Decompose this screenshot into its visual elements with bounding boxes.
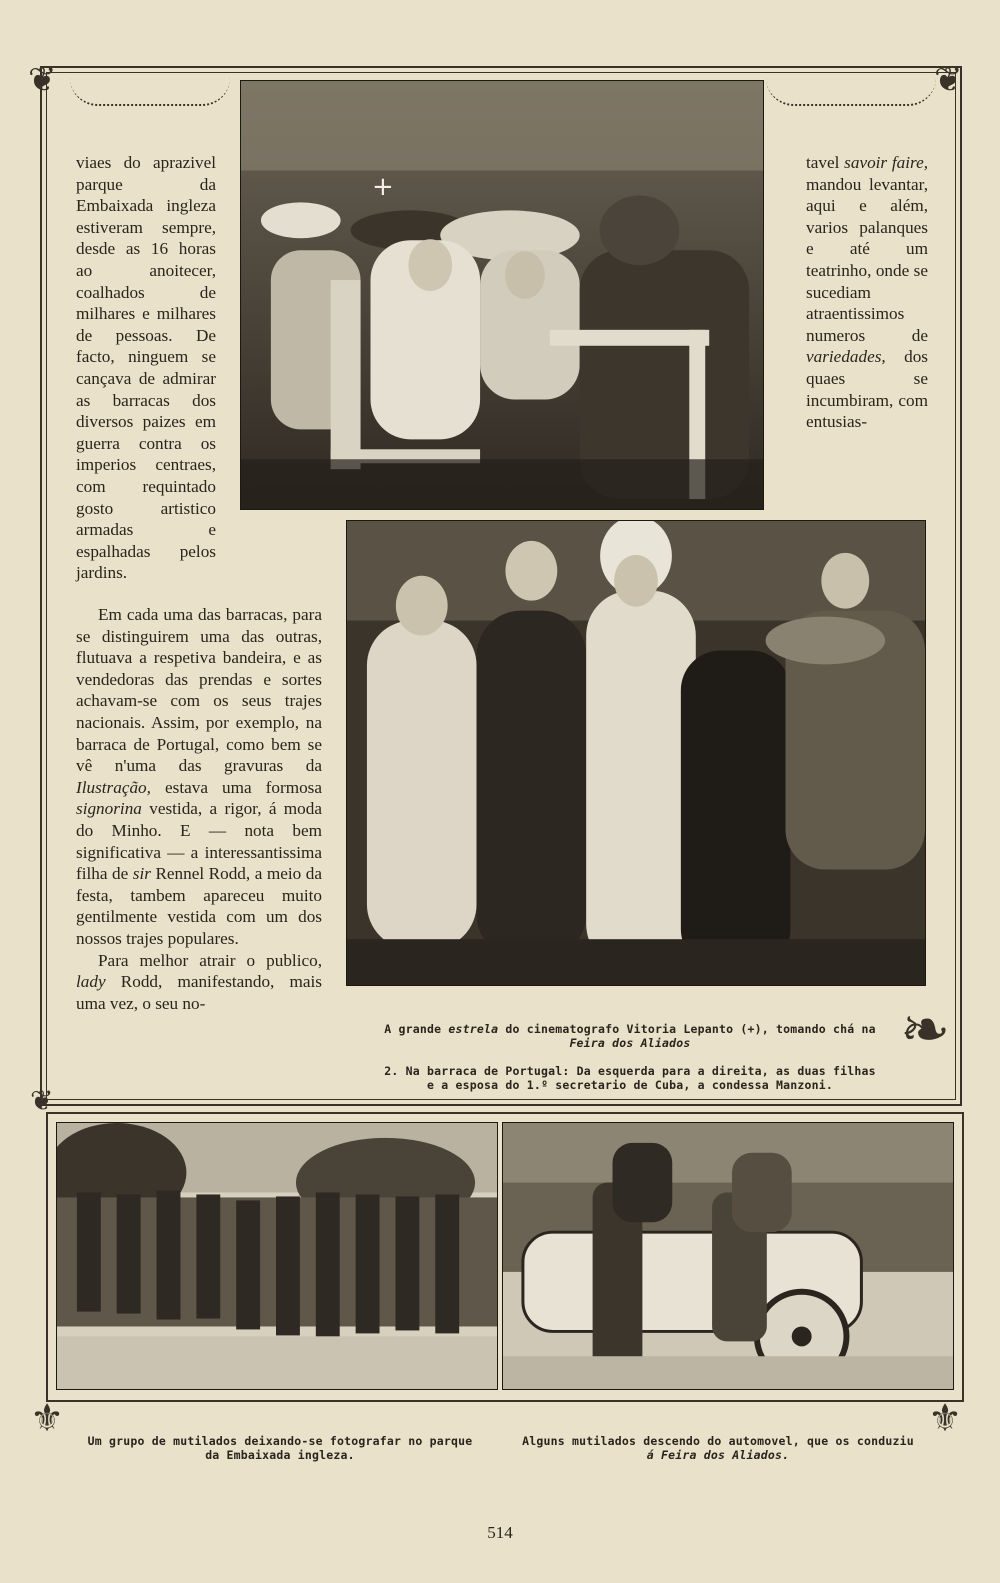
paragraph-barracas-text-4: Rennel Rodd, a meio da festa, tambem apareceu muito gentilmente vestida com um dos nossos trajes populares.	[76, 864, 322, 948]
paragraph-lady-rodd-text: Para melhor atrair o publico,	[98, 950, 322, 970]
caption-2-line-1: 2. Na barraca de Portugal: Da esquerda para a direita, as duas filhas	[384, 1064, 876, 1078]
paragraph-intro	[76, 152, 216, 584]
paragraph-intro-text: viaes do aprazivel parque da Embaixada ingleza estiveram sempre, desde as 16 horas ao anoitecer, coalhados de milhares e milhares de pessoas. De facto, ninguem se cançava de admirar as barracas dos diversos paizes em guerra contra os imperios centraes, com requintado gosto artistico armadas e espalhadas pelos jardins.	[76, 153, 216, 583]
corner-ornament-top-left: ❦	[28, 62, 57, 99]
italic-ilustracao: Ilustração,	[76, 777, 151, 797]
photo-mutilated-group	[56, 1122, 498, 1390]
article-column-left-top	[76, 152, 216, 584]
photo-portugal-stall	[346, 520, 926, 986]
plus-marker: +	[372, 172, 394, 202]
flourish-ornament-bottom-right: ⚜	[928, 1398, 963, 1440]
caption-1-line-2: Feira dos Aliados	[569, 1036, 691, 1050]
right-text-3: dos quaes se incumbiram, com entusias-	[806, 347, 928, 432]
paragraph-lady-rodd	[76, 950, 322, 1015]
caption-photo-2	[360, 1064, 900, 1092]
caption-1-italic: estrela	[448, 1022, 499, 1036]
caption-1-text: A grande	[384, 1022, 449, 1036]
right-text-1: tavel	[806, 153, 845, 172]
paragraph-right	[806, 152, 928, 433]
article-column-right	[806, 152, 928, 433]
italic-sir: sir	[132, 864, 151, 884]
caption-4-line-1: Alguns mutilados descendo do automovel, que os conduziu	[522, 1434, 914, 1448]
paragraph-barracas-text: Em cada uma das barracas, para se distinguirem uma das outras, flutuava a respetiva bandeira, e as vendedoras das prendas e sortes achavam-se com os seus trajes nacionais. Assim, por exemplo, na barraca de Portugal, como bem se vê n'uma das gravuras da	[76, 605, 322, 776]
italic-savoir-faire: savoir faire,	[844, 153, 928, 172]
garland-left	[70, 78, 230, 106]
photo-automobile	[502, 1122, 954, 1390]
corner-ornament-top-right: ❦	[934, 62, 963, 99]
italic-signorina: signorina	[76, 799, 142, 819]
photo-tea-party	[240, 80, 764, 510]
article-column-left-bottom	[76, 604, 322, 1014]
flourish-ornament-bottom-left: ⚜	[30, 1398, 65, 1440]
caption-3-line-1: Um grupo de mutilados deixando-se fotografar no parque	[87, 1434, 473, 1448]
paragraph-barracas	[76, 604, 322, 950]
right-text-2: mandou levantar, aqui e além, varios palanques e até um teatrinho, onde se sucediam atraentissimos numeros de	[806, 174, 928, 345]
garland-right	[766, 78, 936, 106]
caption-photo-1	[360, 1022, 900, 1050]
caption-4-line-2: á Feira dos Aliados.	[646, 1448, 790, 1462]
page-number: 514	[487, 1523, 513, 1542]
italic-variedades: variedades,	[806, 347, 886, 367]
caption-photo-4	[508, 1434, 928, 1462]
paragraph-barracas-text-2: estava uma formosa	[150, 777, 322, 797]
paragraph-lady-rodd-text-2: Rodd, manifestando, mais uma vez, o seu no-	[76, 972, 322, 1013]
paragraph-barracas-text-3: vestida, a rigor, á moda do Minho. E — nota bem significativa — a interessantissima filha de	[76, 799, 322, 884]
caption-2-line-2: e a esposa do 1.º secretario de Cuba, a condessa Manzoni.	[426, 1078, 834, 1092]
caption-photo-3	[70, 1434, 490, 1462]
caption-3-line-2: da Embaixada ingleza.	[205, 1448, 355, 1462]
scroll-ornament-right: ❧	[900, 997, 951, 1063]
italic-lady: lady	[76, 972, 106, 992]
caption-1-text-2: do cinematografo Vitoria Lepanto (+), tomando chá na	[498, 1022, 876, 1036]
flourish-ornament-left: ❦	[30, 1086, 54, 1117]
